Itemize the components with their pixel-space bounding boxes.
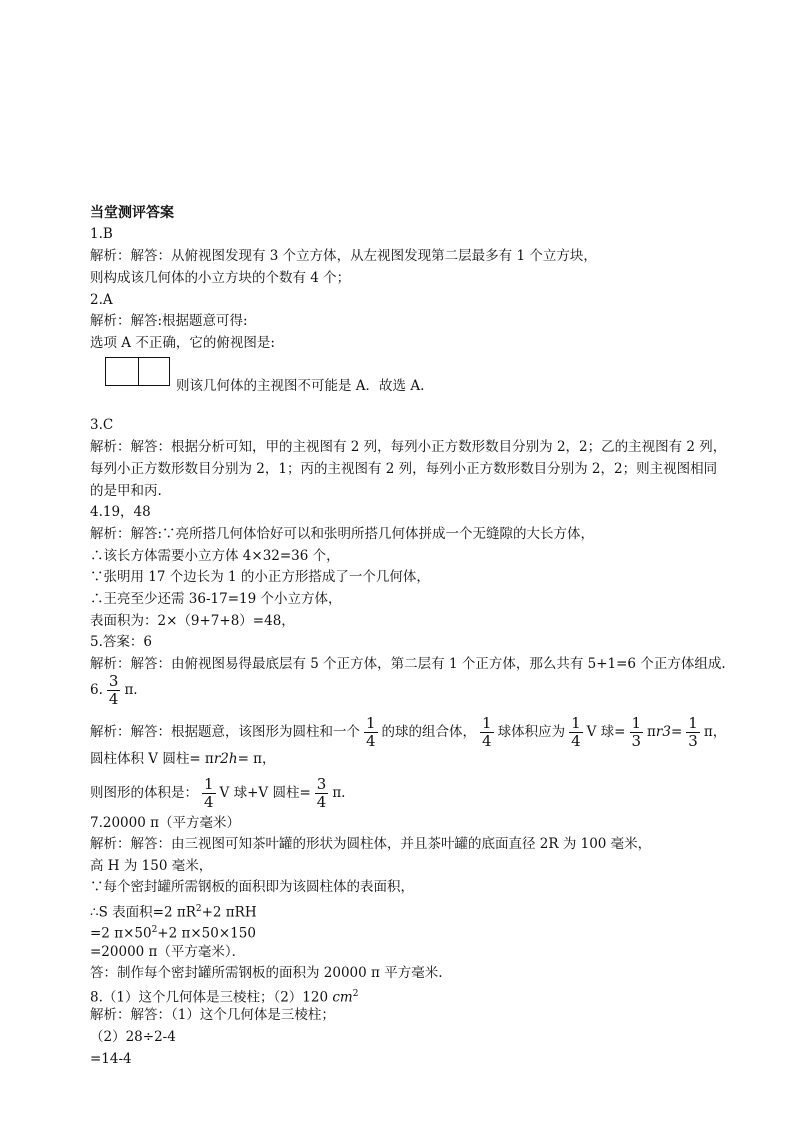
q7-analysis-line5: =2 $\pi\times 50^2+2$ π×50×150 [90, 925, 256, 942]
fraction-1-3: $\frac{1}{3}$ [688, 714, 698, 750]
top-view-figure [105, 357, 170, 386]
q5-analysis-line1: 解析：解答：由俯视图易得最底层有 5 个正方体，第二层有 1 个正方体，那么共有 5+1=6 个正方体组成. [90, 656, 726, 672]
fraction-1-4: $\frac{1}{4}$ [571, 714, 581, 750]
q6-number: 6. [90, 682, 103, 698]
q3-analysis-line2: 每列小正方数形数目分别为 2，1；丙的主视图有 2 列，每列小正方数形数目分别为 2，2；则主视图相同 [90, 461, 718, 477]
q7-conclusion: 答：制作每个密封罐所需钢板的面积为 20000 π 平方毫米. [90, 965, 443, 981]
q4-analysis-line1: 解析：解答:∵亮所搭几何体恰好可以和张明所搭几何体拼成一个无缝隙的大长方体， [90, 526, 595, 542]
q6-analysis-line1: 解析：解答：根据题意，该图形为圆柱和一个 $\frac{1}{4}$ 的球的组合体， $\frac{1}{4}$ 球体积应为 $\frac{1}{4}$ V 球= $\frac{1}{3}$ πr3= $\frac{1}{3}$ π， [90, 714, 727, 750]
q2-analysis-line1: 解析：解答:根据题意可得: [90, 313, 248, 329]
fraction-1-3: $\frac{1}{3}$ [631, 714, 642, 750]
q6-analysis-line3: 则图形的体积是： $\frac{1}{4}$ V 球+V 圆柱= $\frac{3}{4}$ π. [90, 775, 346, 811]
q7-analysis-line6: =20000 π（平方毫米）． [90, 944, 246, 960]
q4-analysis-line3: ∵张明用 17 个边长为 1 的小正方形搭成了一个几何体， [90, 569, 430, 585]
fraction-1-4: $\frac{1}{4}$ [366, 714, 376, 750]
q3-analysis-line3: 的是甲和丙. [90, 483, 162, 499]
q1-analysis-line2: 则构成该几何体的小立方块的个数有 4 个； [90, 270, 351, 286]
q4-analysis-line2: ∴该长方体需要小立方体 4×32=36 个， [90, 548, 340, 564]
q2-analysis-line3: 则该几何体的主视图不可能是 A．故选 A. [176, 378, 425, 394]
q7-analysis-line1: 解析：解答：由三视图可知茶叶罐的形状为圆柱体，并且茶叶罐的底面直径 2R 为 100 毫米， [90, 836, 652, 852]
q8-analysis-line3: =14-4 [90, 1051, 132, 1067]
q3-answer: 3.C [90, 417, 114, 433]
q8-analysis-line1: 解析：解答：（1）这个几何体是三棱柱； [90, 1007, 335, 1023]
q1-analysis-line1: 解析：解答：从俯视图发现有 3 个立方体，从左视图发现第二层最多有 1 个立方块， [90, 248, 597, 264]
q7-analysis-line4: ∴S 表面积=2 $\pi R^2+2$ πRH [90, 904, 257, 921]
section-title: 当堂测评答案 [90, 205, 174, 221]
q3-analysis-line1: 解析：解答：根据分析可知，甲的主视图有 2 列，每列小正方数形数目分别为 2，2；乙的主视图有 2 列， [90, 439, 727, 455]
q1-answer: 1.B [90, 226, 113, 242]
q7-analysis-line3: ∵每个密封罐所需钢板的面积即为该圆柱体的表面积， [90, 879, 414, 895]
pi-symbol: π. [124, 682, 138, 698]
fraction-1-4: $\frac{1}{4}$ [204, 775, 214, 811]
q5-answer: 5.答案：6 [90, 634, 152, 650]
q6-answer [90, 673, 138, 708]
q7-analysis-line2: 高 H 为 150 毫米， [90, 858, 213, 874]
fraction-3-4: $\frac{3}{4}$ [108, 672, 119, 708]
q4-analysis-line5: 表面积为：2×（9+7+8）=48， [90, 613, 295, 629]
q8-answer: 8.（1）这个几何体是三棱柱；（2）120 $cm^2$ [90, 989, 359, 1006]
q8-analysis-line2: （2）28÷2-4 [90, 1029, 176, 1045]
q7-answer: 7.20000 π（平方毫米） [90, 815, 240, 831]
q2-analysis-line2: 选项 A 不正确，它的俯视图是: [90, 335, 275, 351]
fraction-1-4: $\frac{1}{4}$ [482, 714, 492, 750]
q2-answer: 2.A [90, 292, 113, 308]
q4-answer: 4.19，48 [90, 504, 151, 520]
fraction-3-4: $\frac{3}{4}$ [316, 775, 327, 811]
q6-analysis-line2: 圆柱体积 V 圆柱= πr2h= π， [90, 751, 276, 767]
q4-analysis-line4: ∴王亮至少还需 36-17=19 个小立方体， [90, 591, 342, 607]
